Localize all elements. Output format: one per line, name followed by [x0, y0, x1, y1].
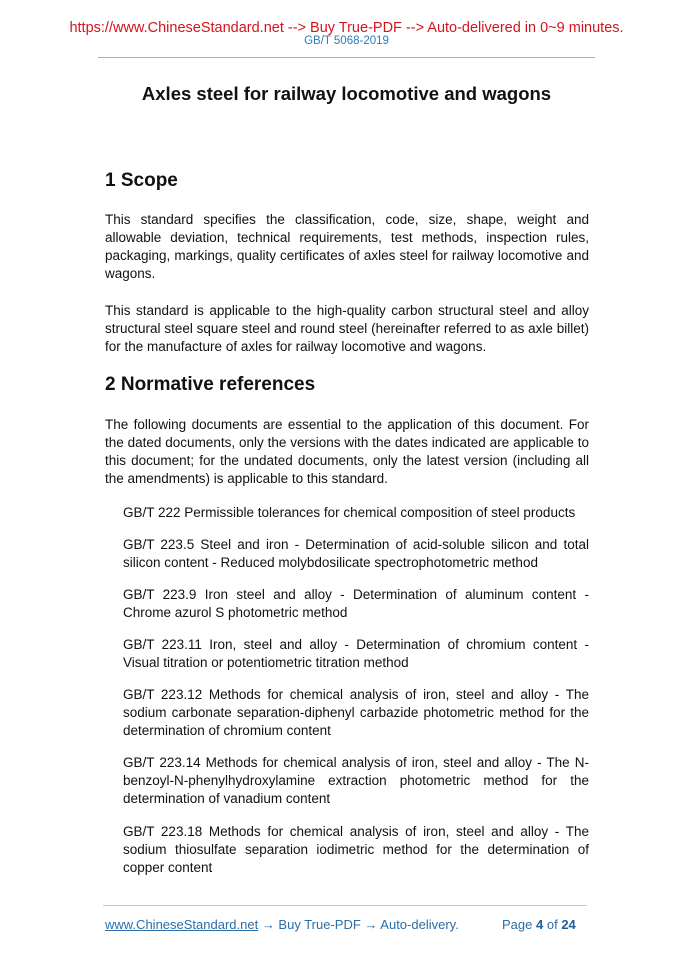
paragraph: This standard specifies the classification, code, size, shape, weight and allowable deviation, technical requirements, test methods, inspection rules, packaging, markings, quality certificates of axles steel for railway locomotive and wagons. [105, 212, 589, 281]
total-pages: 24 [561, 917, 576, 932]
reference-list [105, 586, 589, 622]
reference-item: GB/T 223.12 Methods for chemical analysis of iron, steel and alloy - The sodium carbonate separation-diphenyl carbazide photometric method for the determination of chromium content [123, 687, 589, 738]
reference-item: GB/T 223.5 Steel and iron - Determination of acid-soluble silicon and total silicon content - Reduced molybdosilicate spectrophotometric method [123, 537, 589, 570]
page-of-label: of [546, 917, 558, 932]
footer-promo [105, 917, 459, 932]
section-scope [105, 170, 589, 192]
reference-item: GB/T 223.18 Methods for chemical analysis of iron, steel and alloy - The sodium thiosulfate separation iodimetric method for the determination of copper content [123, 824, 589, 875]
current-page: 4 [536, 917, 544, 932]
reference-item: GB/T 223.14 Methods for chemical analysis of iron, steel and alloy - The N-benzoyl-N-phenylhydroxylamine extraction photometric method for the determination of vanadium content [123, 755, 589, 806]
header-divider [98, 57, 595, 58]
scope-paragraph-2 [105, 302, 589, 356]
paragraph: This standard is applicable to the high-quality carbon structural steel and alloy structural steel square steel and round steel (hereinafter referred to as axle billet) for the manufacture of axles for railway locomotive and wagons. [105, 303, 589, 354]
scope-paragraph-1 [105, 211, 589, 283]
section-normative-references [105, 374, 589, 396]
section-heading: 1 Scope [105, 170, 178, 191]
references-intro [105, 416, 589, 488]
section-heading: 2 Normative references [105, 374, 316, 395]
page-indicator [502, 917, 576, 932]
reference-item: GB/T 223.11 Iron, steel and alloy - Determination of chromium content - Visual titration or potentiometric titration method [123, 637, 589, 670]
page-label: Page [502, 917, 533, 932]
paragraph: The following documents are essential to the application of this document. For the dated documents, only the versions with the dates indicated are applicable to this document; for the undated documents, only the latest version (including all the amendments) is applicable to this standard. [105, 417, 589, 486]
reference-list [105, 636, 589, 672]
reference-list [105, 504, 589, 522]
footer-promo-tail: → Buy True-PDF → Auto-delivery. [258, 917, 459, 932]
reference-list [105, 686, 589, 740]
document-code: GB/T 5068-2019 [304, 35, 389, 47]
chinesestandard-link[interactable]: www.ChineseStandard.net [105, 917, 259, 932]
reference-item: GB/T 222 Permissible tolerances for chemical composition of steel products [123, 505, 576, 520]
reference-list [105, 754, 589, 808]
reference-list [105, 823, 589, 877]
promo-banner[interactable]: https://www.ChineseStandard.net --> Buy True-PDF --> Auto-delivered in 0~9 minutes. [69, 20, 624, 36]
reference-item: GB/T 223.9 Iron steel and alloy - Determination of aluminum content - Chrome azurol S photometric method [123, 587, 589, 620]
document-title: Axles steel for railway locomotive and wagons [141, 83, 552, 104]
reference-list [105, 536, 589, 572]
footer-divider [103, 905, 587, 906]
